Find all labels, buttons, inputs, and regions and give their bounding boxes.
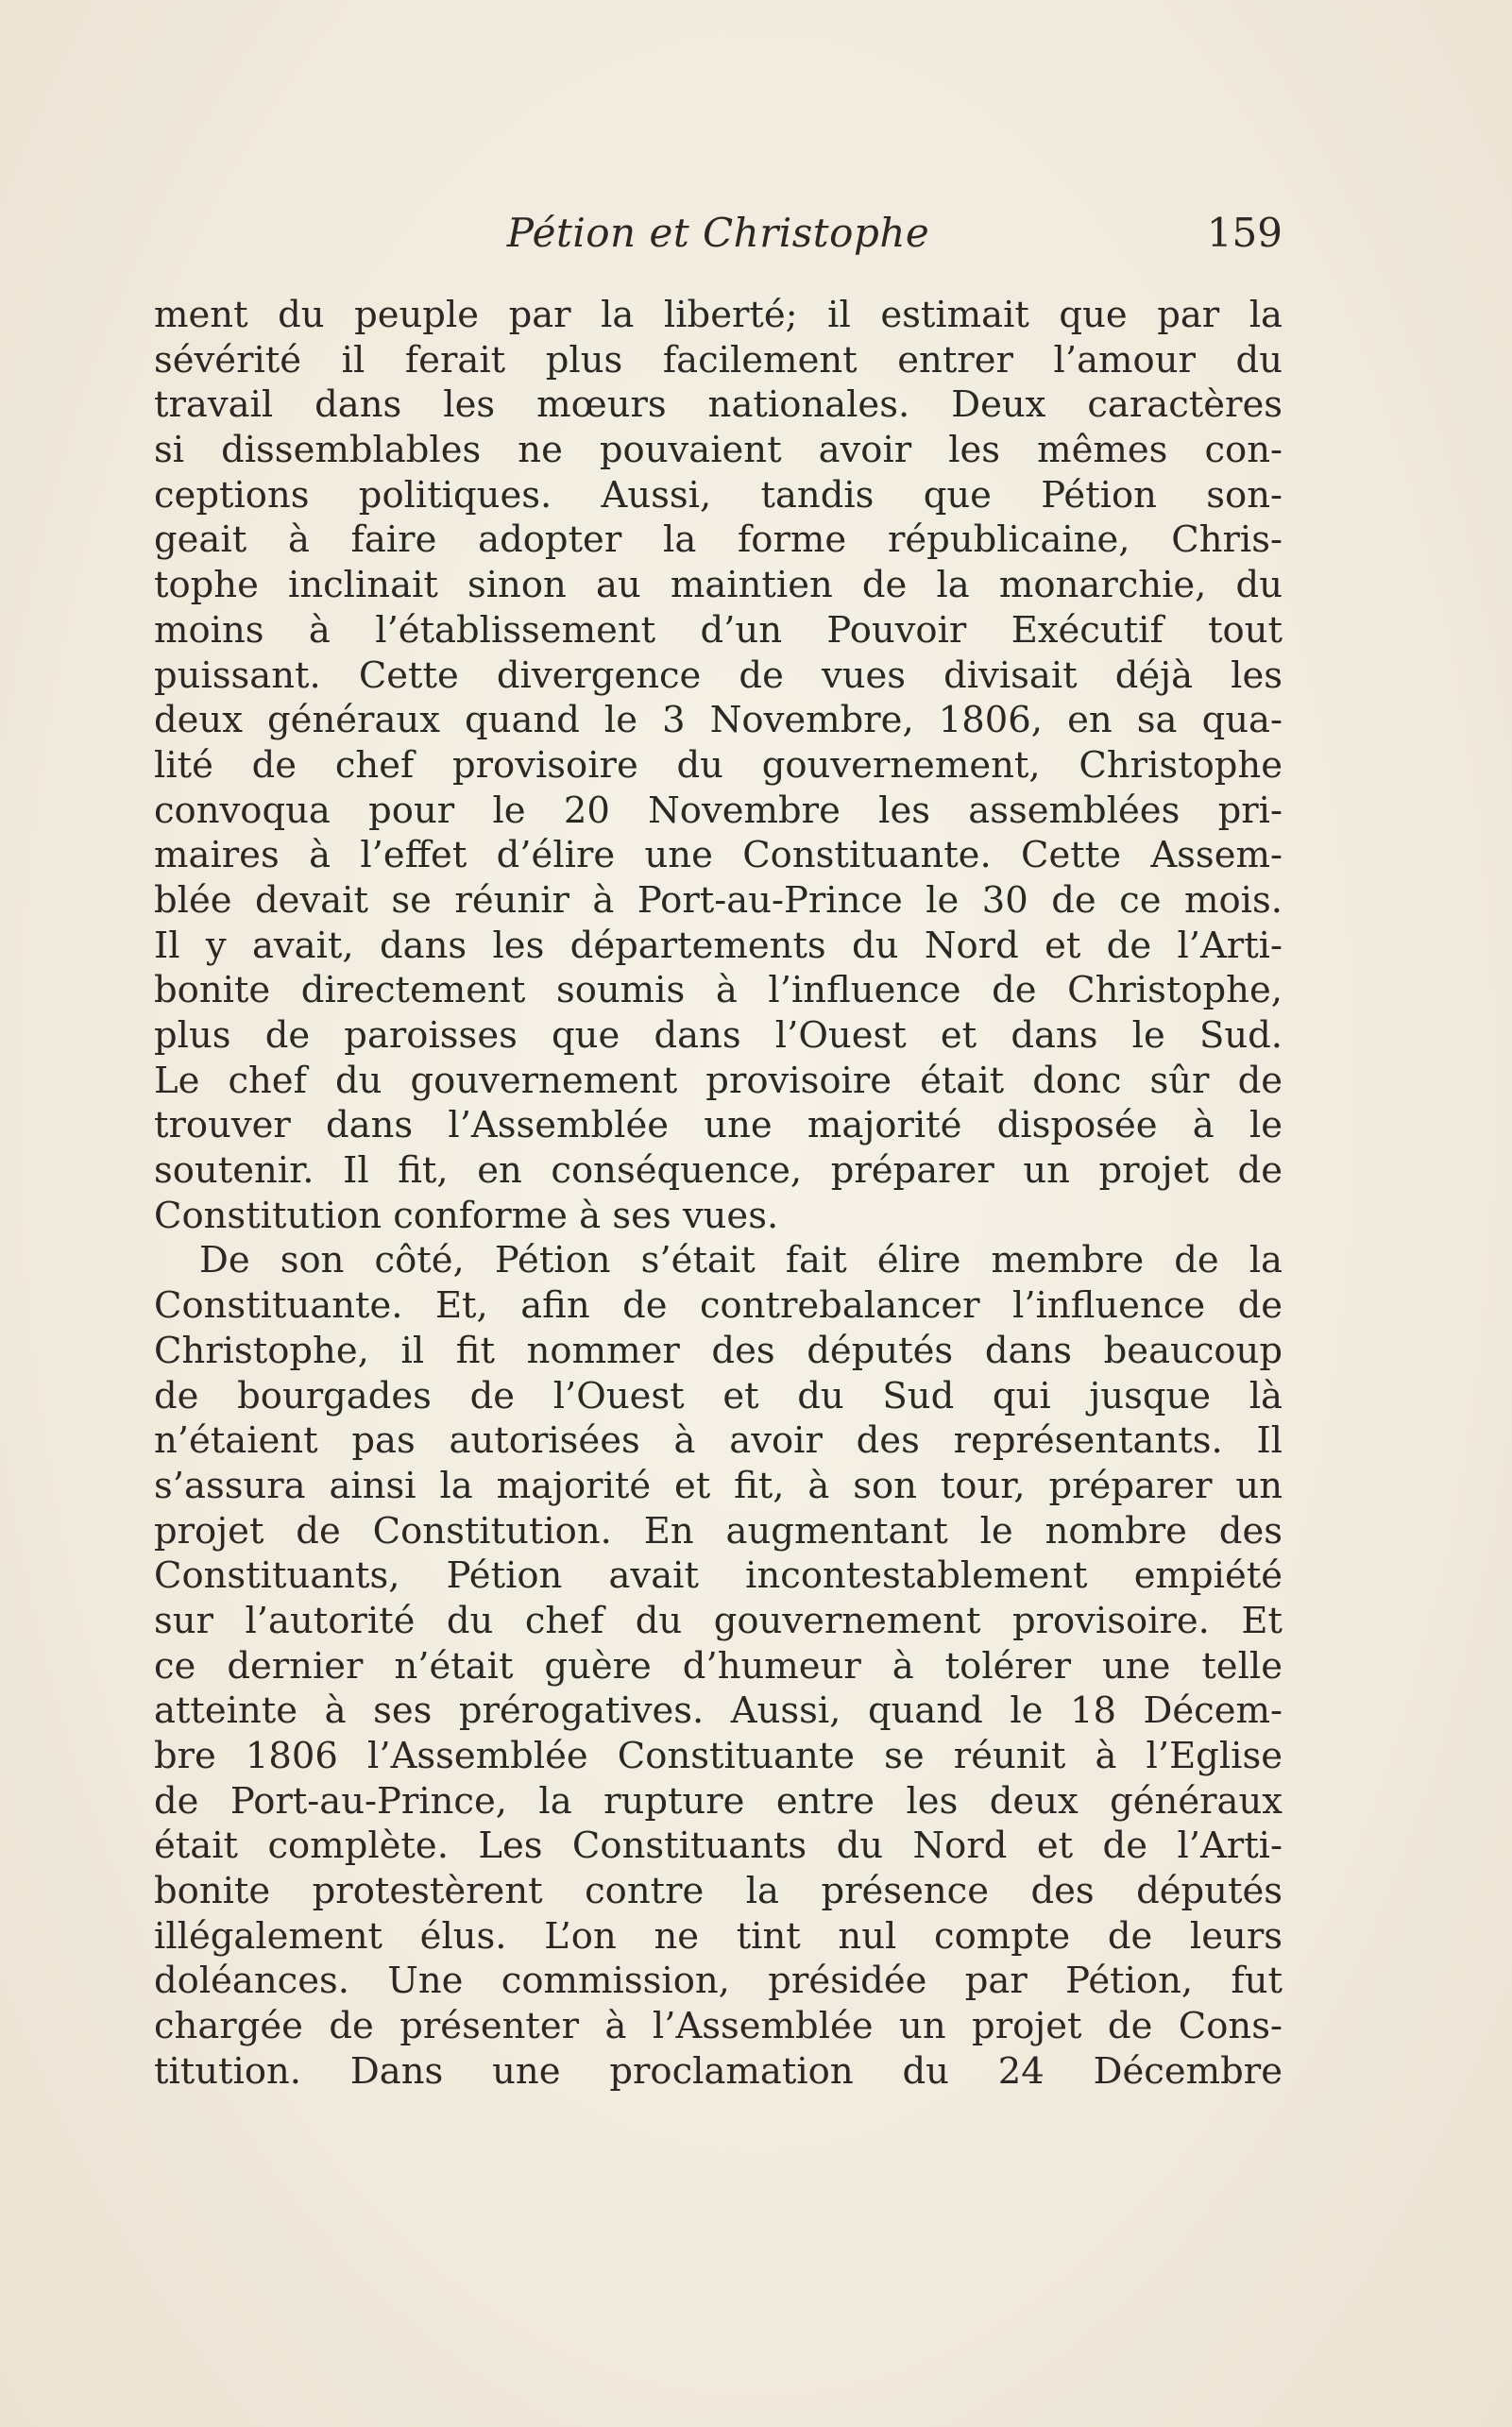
text-line: illégalement élus. L’on ne tint nul compte de leurs xyxy=(154,1914,1283,1958)
text-line: ment du peuple par la liberté; il estimait que par la xyxy=(154,294,1283,336)
text-line: moins à l’établissement d’un Pouvoir Exécutif tout xyxy=(154,608,1283,652)
running-head xyxy=(154,210,1283,266)
text-line: ce dernier n’était guère d’humeur à tolérer une telle xyxy=(154,1644,1283,1688)
text-line: atteinte à ses prérogatives. Aussi, quand le 18 Décem- xyxy=(154,1689,1283,1733)
text-line: était complète. Les Constituants du Nord et de l’Arti- xyxy=(154,1824,1283,1868)
text-line: si dissemblables ne pouvaient avoir les mêmes con- xyxy=(154,429,1283,472)
text-line: n’étaient pas autorisées à avoir des représentants. Il xyxy=(154,1419,1283,1463)
text-line: de bourgades de l’Ouest et du Sud qui jusque là xyxy=(154,1374,1283,1417)
text-line: Constituants, Pétion avait incontestablement empiété xyxy=(154,1554,1283,1598)
text-line: travail dans les mœurs nationales. Deux caractères xyxy=(154,383,1283,427)
text-line: bre 1806 l’Assemblée Constituante se réunit à l’Eglise xyxy=(154,1735,1283,1777)
body-text xyxy=(154,293,1283,2095)
text-line: convoqua pour le 20 Novembre les assemblées pri- xyxy=(154,789,1283,832)
text-line: titution. Dans une proclamation du 24 Décembre xyxy=(154,2049,1283,2093)
text-line: soutenir. Il fit, en conséquence, préparer un projet de xyxy=(154,1149,1283,1193)
text-line: de Port-au-Prince, la rupture entre les deux généraux xyxy=(154,1779,1283,1823)
text-line: chargée de présenter à l’Assemblée un projet de Cons- xyxy=(154,2005,1283,2048)
text-line: trouver dans l’Assemblée une majorité disposée à le xyxy=(154,1104,1283,1147)
text-line: s’assura ainsi la majorité et fit, à son tour, préparer un xyxy=(154,1464,1283,1507)
text-line: geait à faire adopter la forme républicaine, Chris- xyxy=(154,518,1283,562)
paragraph-end-line: Constitution conforme à ses vues. xyxy=(154,1194,779,1237)
text-line: blée devait se réunir à Port-au-Prince le 30 de ce mois. xyxy=(154,878,1283,922)
text-line: maires à l’effet d’élire une Constituante. Cette Assem- xyxy=(154,834,1283,877)
text-line: projet de Constitution. En augmentant le nombre des xyxy=(154,1509,1283,1553)
text-line: lité de chef provisoire du gouvernement, Christophe xyxy=(154,743,1283,787)
text-line: Le chef du gouvernement provisoire était donc sûr de xyxy=(154,1059,1283,1102)
text-line: tophe inclinait sinon au maintien de la monarchie, du xyxy=(154,564,1283,607)
text-line: Constituante. Et, afin de contrebalancer l’influence de xyxy=(154,1284,1283,1328)
text-line: plus de paroisses que dans l’Ouest et dans le Sud. xyxy=(154,1014,1283,1057)
text-line: bonite directement soumis à l’influence de Christophe, xyxy=(154,969,1283,1012)
text-line: sévérité il ferait plus facilement entrer l’amour du xyxy=(154,338,1283,382)
text-line: bonite protestèrent contre la présence des députés xyxy=(154,1870,1283,1913)
text-line: Christophe, il fit nommer des députés dans beaucoup xyxy=(154,1329,1283,1372)
paragraph-start-line: De son côté, Pétion s’était fait élire membre de la xyxy=(199,1239,1283,1282)
text-line: Il y avait, dans les départements du Nord et de l’Arti- xyxy=(154,924,1283,967)
text-line: doléances. Une commission, présidée par Pétion, fut xyxy=(154,1960,1283,2003)
text-line: puissant. Cette divergence de vues divisait déjà les xyxy=(154,653,1283,697)
text-line: deux généraux quand le 3 Novembre, 1806, en sa qua- xyxy=(154,699,1283,742)
page-number: 159 xyxy=(1206,210,1283,256)
running-head-title: Pétion et Christophe xyxy=(506,210,930,256)
text-line: sur l’autorité du chef du gouvernement provisoire. Et xyxy=(154,1599,1283,1642)
text-line: ceptions politiques. Aussi, tandis que Pétion son- xyxy=(154,473,1283,517)
